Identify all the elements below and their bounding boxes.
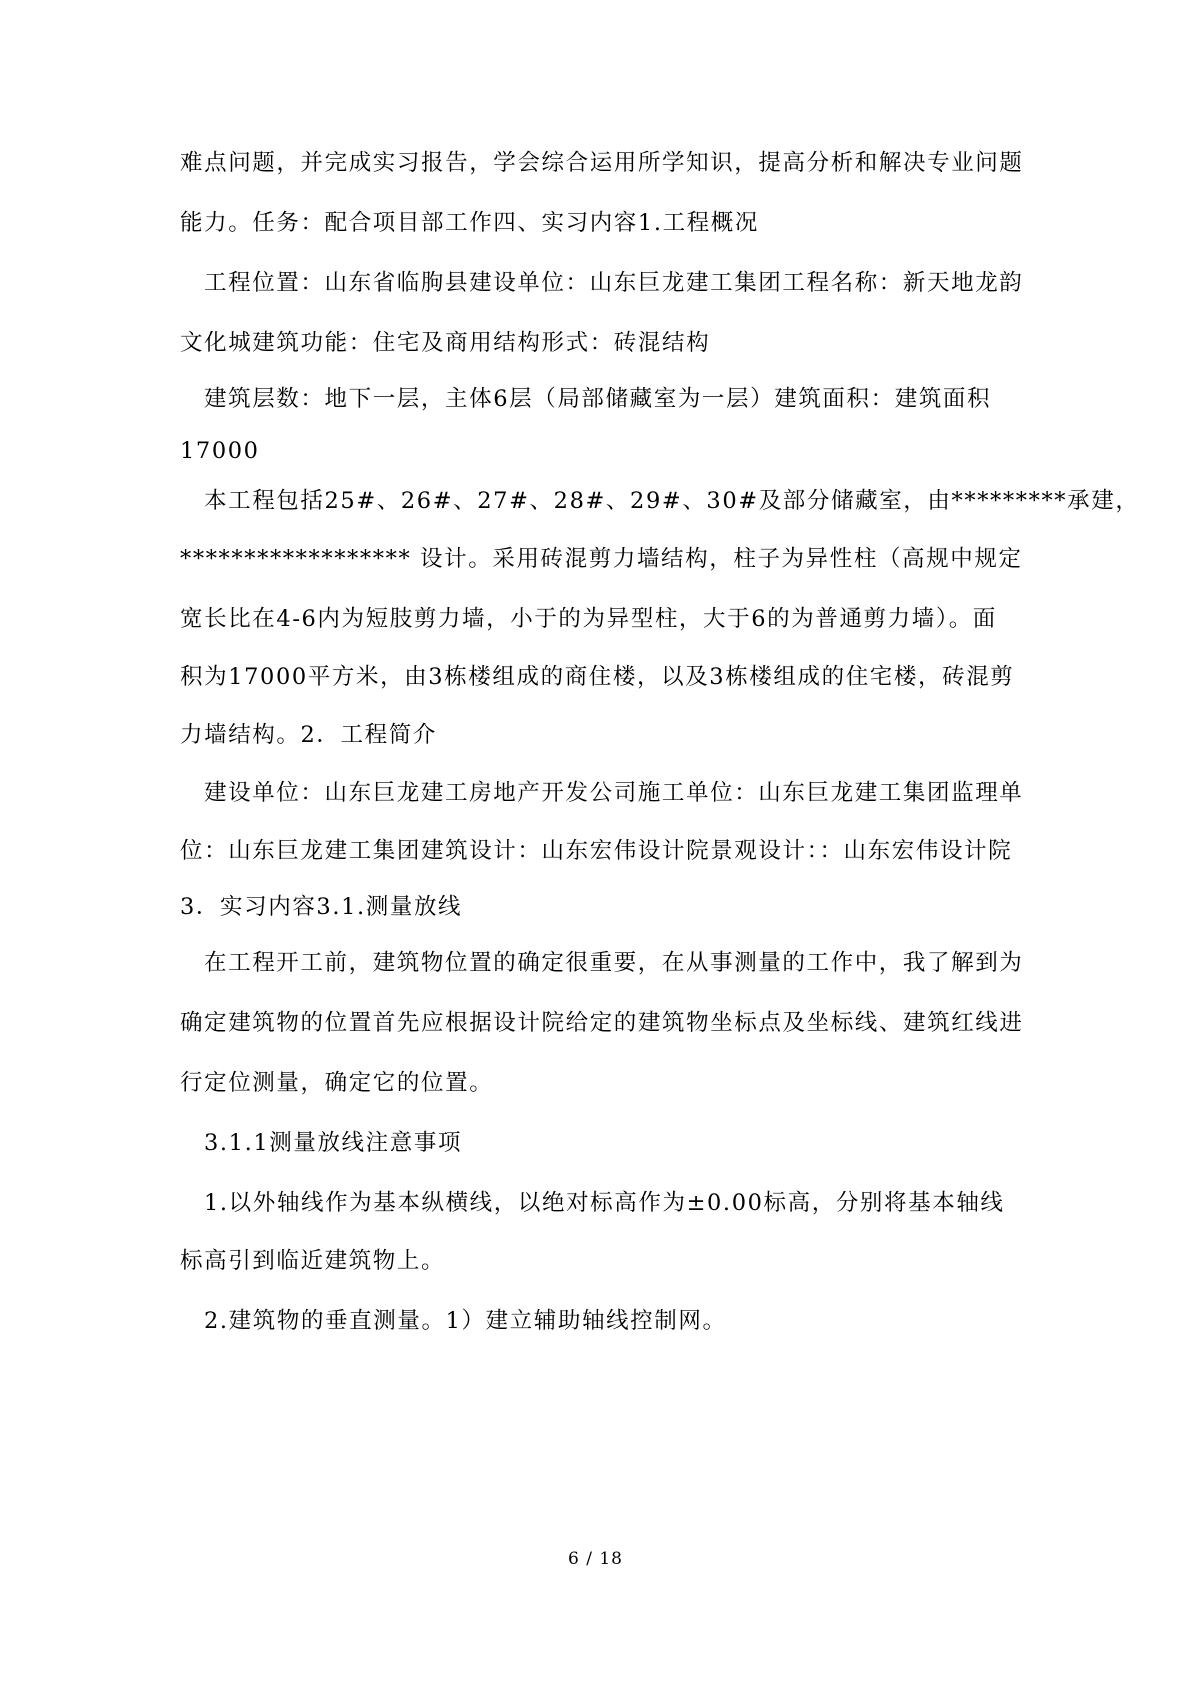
text-line: 工程位置：山东省临朐县建设单位：山东巨龙建工集团工程名称：新天地龙韵 [204, 270, 1024, 296]
text-line: 1.以外轴线作为基本纵横线，以绝对标高作为±0.00标高，分别将基本轴线 [204, 1190, 1005, 1216]
text-line: 本工程包括25#、26#、27#、28#、29#、30#及部分储藏室，由*********承建， [204, 488, 1140, 514]
text-line: 3．实习内容3.1.测量放线 [180, 894, 463, 920]
text-line: 宽长比在4-6内为短肢剪力墙，小于的为异型柱，大于6的为普通剪力墙）。面 [180, 606, 997, 632]
text-line: 力墙结构。2．工程简介 [180, 722, 437, 748]
page-number: 6 / 18 [568, 1549, 623, 1569]
text-line: 难点问题，并完成实习报告，学会综合运用所学知识，提高分析和解决专业问题 [180, 150, 1024, 176]
text-line: 建筑层数：地下一层，主体6层（局部储藏室为一层）建筑面积：建筑面积 [204, 386, 992, 412]
text-line: 17000 [180, 438, 260, 464]
text-line: 2.建筑物的垂直测量。1）建立辅助轴线控制网。 [204, 1308, 727, 1334]
text-line: 在工程开工前，建筑物位置的确定很重要，在从事测量的工作中，我了解到为 [204, 950, 1024, 976]
text-line: 建设单位：山东巨龙建工房地产开发公司施工单位：山东巨龙建工集团监理单 [204, 780, 1024, 806]
text-line: 行定位测量，确定它的位置。 [180, 1070, 494, 1096]
text-line: 标高引到临近建筑物上。 [180, 1248, 446, 1274]
text-line: 积为17000平方米，由3栋楼组成的商住楼，以及3栋楼组成的住宅楼，砖混剪 [180, 664, 1015, 690]
text-line: 3.1.1测量放线注意事项 [204, 1130, 463, 1156]
text-line: 文化城建筑功能：住宅及商用结构形式：砖混结构 [180, 330, 711, 356]
text-line: 位：山东巨龙建工集团建筑设计：山东宏伟设计院景观设计：：山东宏伟设计院 [180, 838, 1013, 864]
text-line: 能力。任务：配合项目部工作四、实习内容1.工程概况 [180, 210, 759, 236]
text-line: 确定建筑物的位置首先应根据设计院给定的建筑物坐标点及坐标线、建筑红线进 [180, 1010, 1024, 1036]
text-line: ****************** 设计。采用砖混剪力墙结构，柱子为异性柱（高规中规定 [180, 546, 1023, 572]
